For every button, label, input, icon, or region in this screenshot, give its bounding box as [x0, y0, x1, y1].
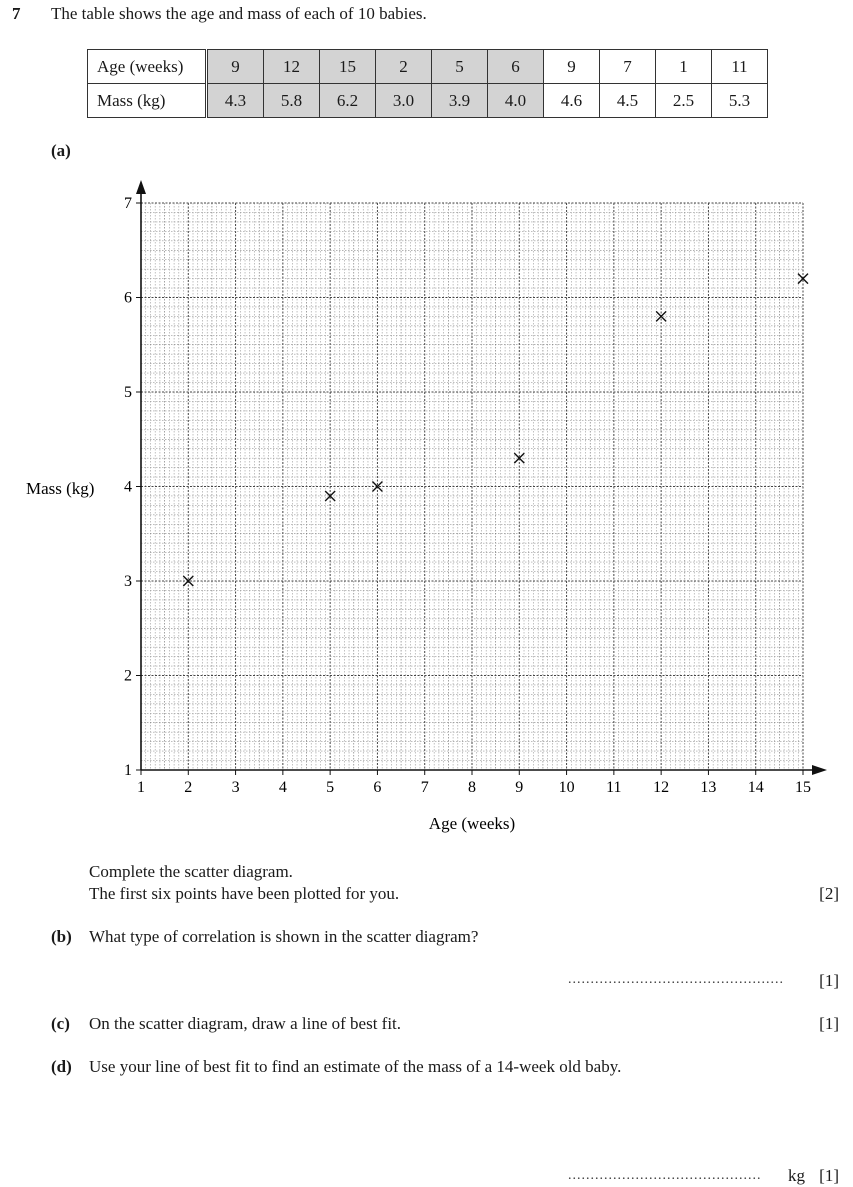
part-d-answer-line[interactable]: ...........................................	[568, 1168, 762, 1183]
age-cell: 2	[376, 50, 432, 84]
x-tick-label: 11	[606, 779, 622, 796]
mass-row-header: Mass (kg)	[88, 84, 207, 118]
y-tick-label: 3	[124, 573, 132, 590]
x-axis-label: Age (weeks)	[428, 814, 516, 833]
part-a-instruction-1: Complete the scatter diagram.	[89, 862, 293, 881]
part-d-unit: kg	[788, 1166, 805, 1185]
y-tick-label: 2	[124, 667, 132, 685]
part-a-marks: [2]	[819, 884, 839, 903]
x-axis-arrow	[812, 765, 827, 775]
mass-cell: 4.0	[488, 84, 544, 118]
part-b-label: (b)	[51, 927, 72, 946]
y-tick-label: 1	[124, 762, 132, 779]
age-cell: 1	[656, 50, 712, 84]
x-tick-label: 2	[184, 779, 193, 796]
age-cell: 5	[432, 50, 488, 84]
mass-cell: 4.6	[544, 84, 600, 118]
mass-cell: 5.8	[264, 84, 320, 118]
y-tick-label: 6	[124, 289, 132, 307]
y-tick-label: 4	[124, 478, 132, 496]
mass-cell: 6.2	[320, 84, 376, 118]
mass-cell: 2.5	[656, 84, 712, 118]
age-row-header: Age (weeks)	[88, 50, 207, 84]
mass-cell: 3.9	[432, 84, 488, 118]
part-c-marks: [1]	[819, 1014, 839, 1033]
x-tick-label: 1	[137, 779, 145, 796]
part-b-question: What type of correlation is shown in the scatter diagram?	[89, 927, 479, 946]
part-d-marks: [1]	[819, 1166, 839, 1185]
x-tick-label: 12	[653, 779, 670, 796]
part-b-answer-line[interactable]: ................................................	[568, 972, 784, 987]
question-intro: The table shows the age and mass of each of 10 babies.	[51, 4, 427, 23]
age-cell: 11	[712, 50, 768, 84]
x-tick-label: 4	[278, 779, 287, 796]
age-cell: 7	[600, 50, 656, 84]
x-tick-label: 5	[326, 779, 335, 796]
mass-cell: 4.3	[207, 84, 264, 118]
y-axis-arrow	[136, 180, 146, 194]
x-tick-label: 3	[231, 779, 240, 796]
x-tick-label: 14	[747, 779, 764, 796]
age-cell: 9	[207, 50, 264, 84]
age-cell: 9	[544, 50, 600, 84]
age-cell: 6	[488, 50, 544, 84]
part-a-label: (a)	[51, 141, 71, 160]
part-b-marks: [1]	[819, 971, 839, 990]
x-tick-label: 6	[373, 779, 382, 796]
mass-cell: 3.0	[376, 84, 432, 118]
x-tick-label: 13	[700, 779, 717, 796]
x-tick-label: 10	[558, 779, 575, 796]
age-cell: 15	[320, 50, 376, 84]
mass-cell: 5.3	[712, 84, 768, 118]
graph-grid	[141, 203, 803, 770]
x-tick-label: 8	[468, 779, 476, 796]
y-tick-label: 7	[124, 195, 132, 212]
part-d-label: (d)	[51, 1057, 72, 1076]
y-tick-label: 5	[124, 384, 132, 401]
part-a-instruction-2: The first six points have been plotted for you.	[89, 884, 400, 903]
question-number: 7	[12, 4, 21, 23]
y-axis-label: Mass (kg)	[26, 479, 95, 498]
age-cell: 12	[264, 50, 320, 84]
x-tick-label: 9	[515, 779, 524, 796]
part-d-question: Use your line of best fit to find an estimate of the mass of a 14-week old baby.	[89, 1057, 622, 1076]
x-tick-label: 15	[795, 779, 811, 796]
part-c-question: On the scatter diagram, draw a line of best fit.	[89, 1014, 402, 1033]
mass-cell: 4.5	[600, 84, 656, 118]
part-c-label: (c)	[51, 1014, 70, 1033]
x-tick-label: 7	[420, 779, 429, 796]
